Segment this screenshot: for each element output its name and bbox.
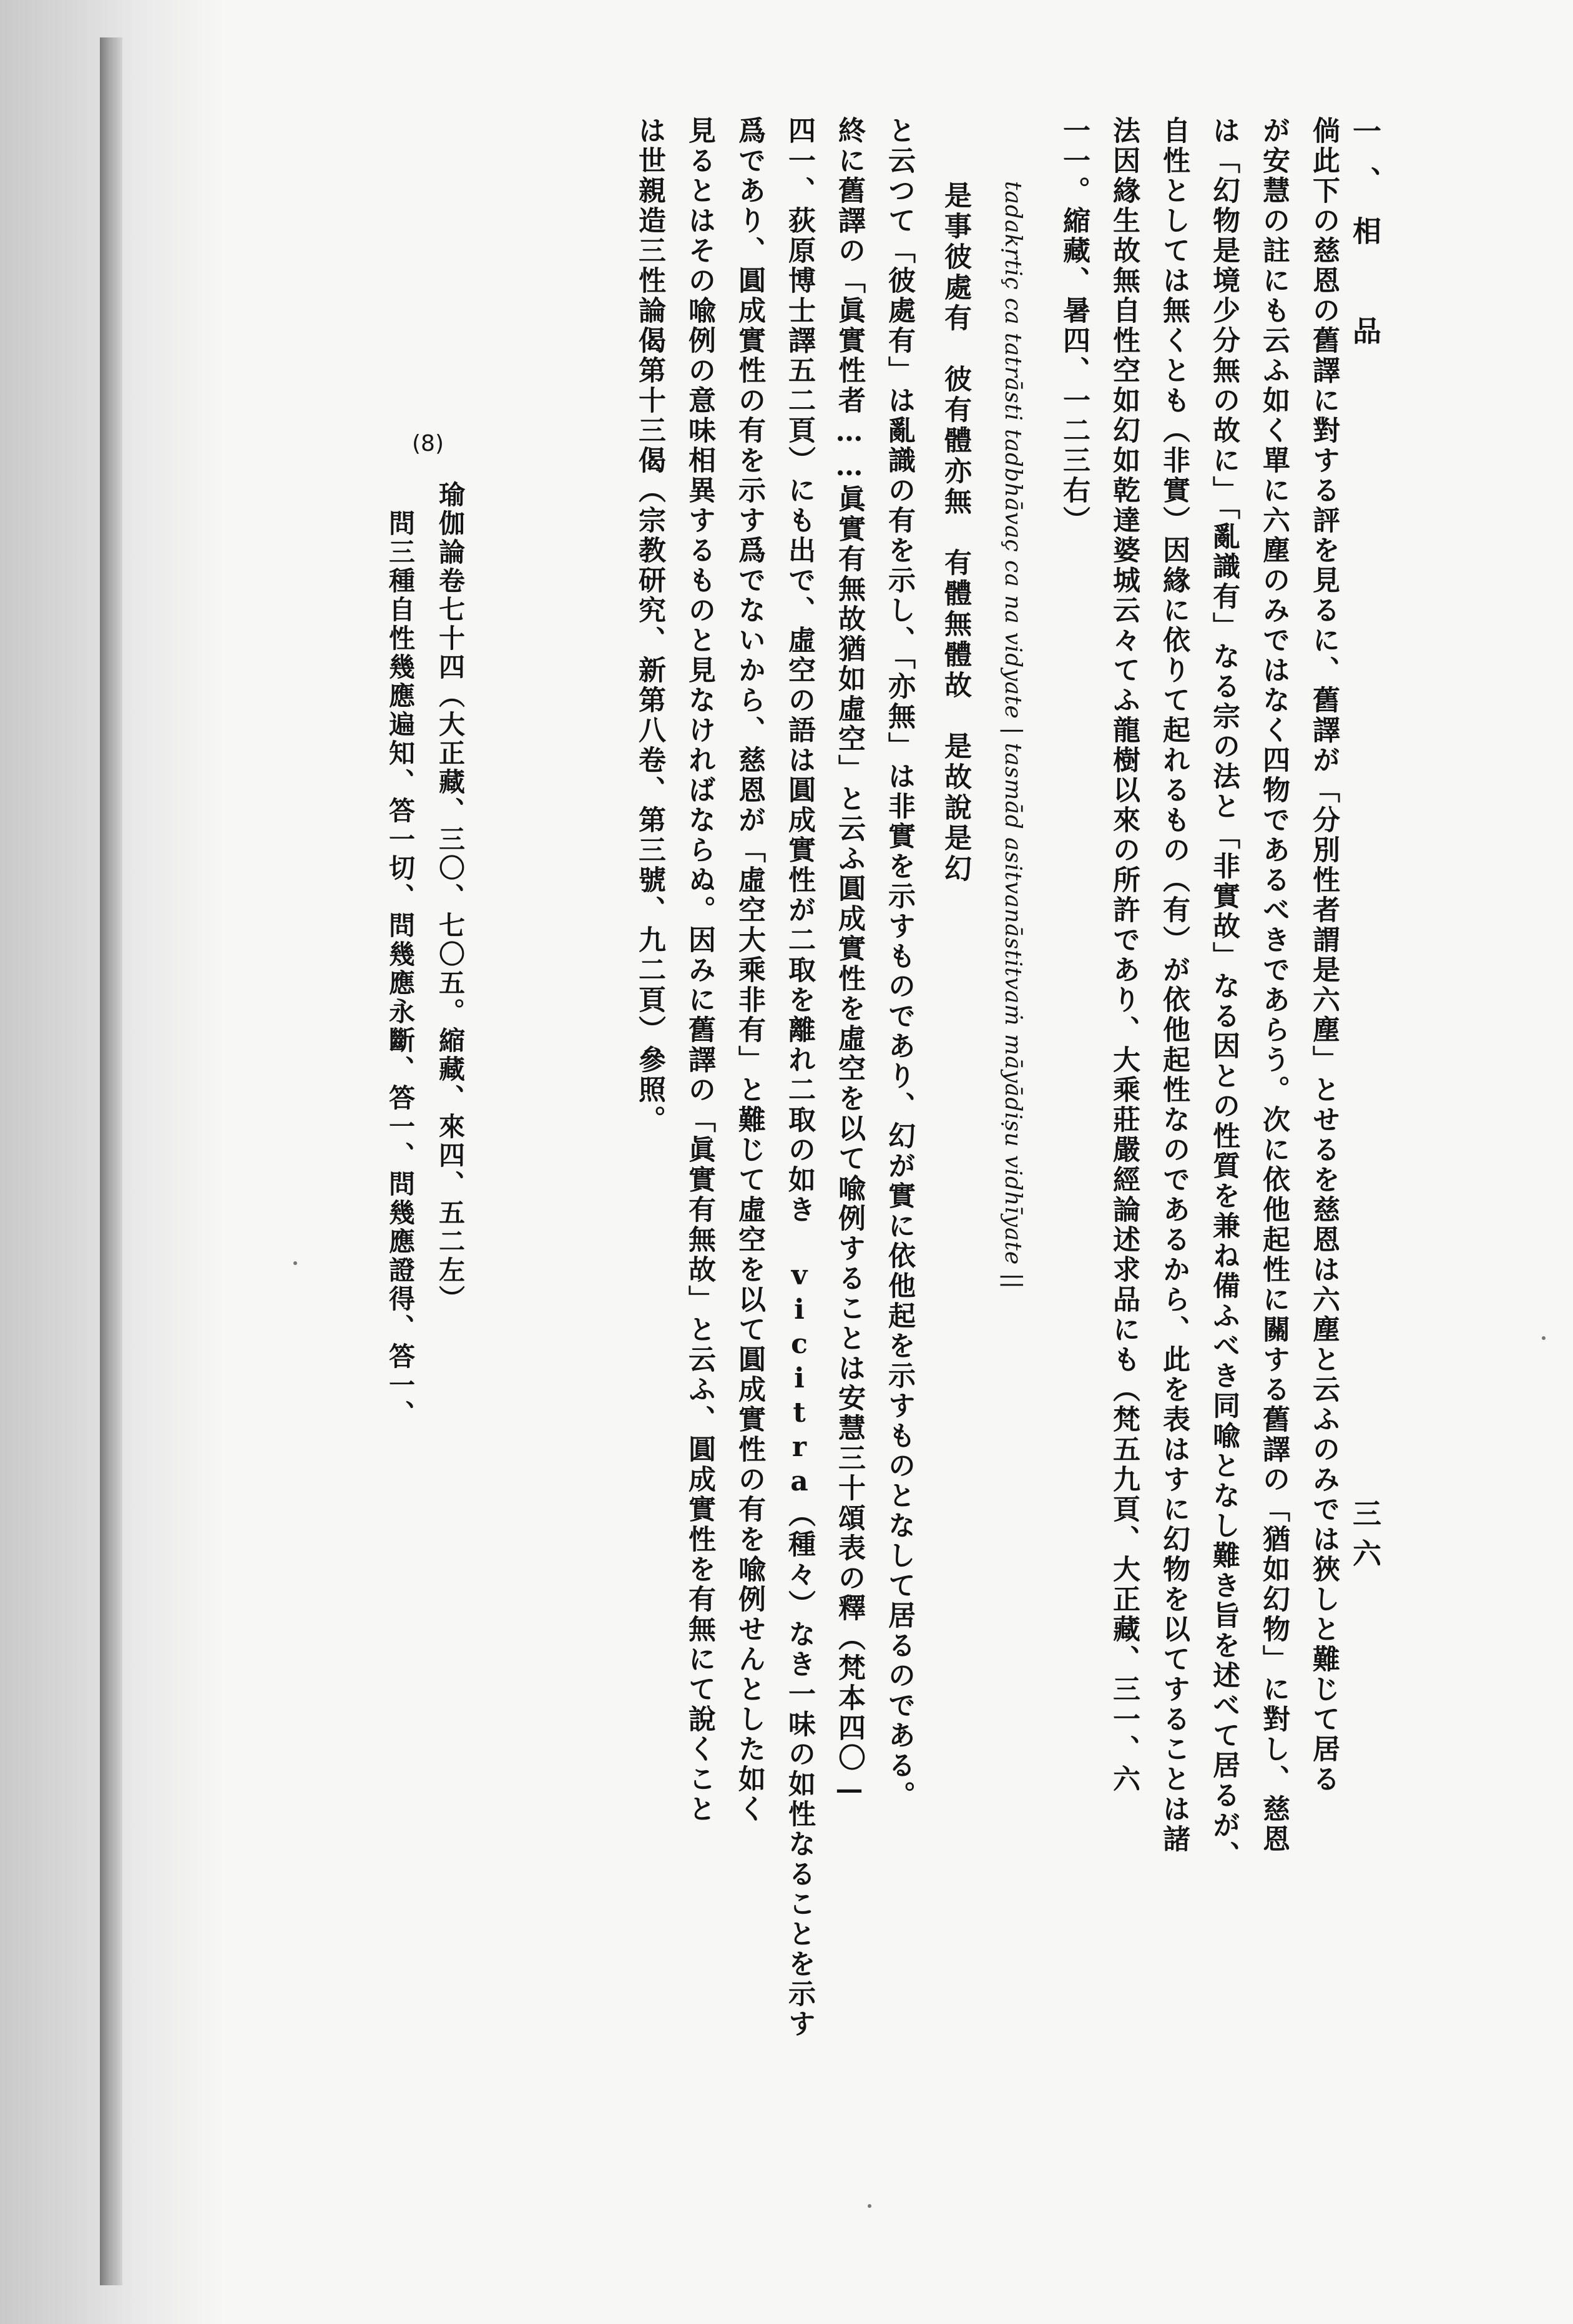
chinese-verse: 是事彼處有 彼有體亦無 有體無體故 是故說是幻 (939, 181, 971, 885)
body-line: 一一。縮藏、暑四、一二三右） (1058, 116, 1090, 536)
footnote-mark: (8) (412, 431, 444, 456)
body-line: 自性としては無くとも（非實）因緣に依りて起れるもの（有）が依他起性なのであるから、此を表はすに幻物を以てすることは諸 (1158, 116, 1190, 1854)
body-line: 終に舊譯の「眞實性者……眞實有無故猶如虛空」と云ふ圓成實性を虛空を以て喩例することは安慧三十頌表の釋（梵本四〇— (833, 116, 865, 1808)
scan-speck (868, 2204, 871, 2208)
footnote-line: 問三種自性幾應遍知、答一切、問幾應永斷、答一、問幾應證得、答一、 (385, 481, 416, 1429)
body-line: が安慧の註にも云ふ如く單に六塵のみではなく四物であるべきであらう。次に依他起性に關する舊譯の「猶如幻物」に對し、慈恩 (1258, 116, 1290, 1854)
sanskrit-verse: tadakṛtiç ca tatrāsti tadbhāvaç ca na vidyate | tasmād asitvanāstitvaṁ māyādiṣu vidhīyate || (1000, 181, 1026, 1289)
page-number: 三六 (1348, 1499, 1382, 1578)
footnote-line: 瑜伽論卷七十四（大正藏、三〇、七〇五。縮藏、來四、五二左） (435, 481, 466, 1314)
scan-speck (293, 1261, 297, 1265)
chapter-header: 一、相 品 (1348, 116, 1382, 366)
body-line: は「幻物是境少分無の故に」「亂識有」なる宗の法と「非實故」なる因との性質を兼ね備ふべき同喩となし難き旨を述べて居るが、 (1208, 116, 1240, 1871)
body-line: 爲であり、圓成實性の有を示す爲でないから、慈恩が「虛空大乘非有」と難じて虛空を以て圓成實性の有を喩例せんとした如く (733, 116, 765, 1824)
body-line: は世親造三性論偈第十三偈（宗教研究、新第八卷、第三號、九二頁）參照。 (634, 116, 665, 1135)
body-line: と云つて「彼處有」は亂識の有を示し、「亦無」は非實を示すものであり、幻が實に依他起を示すものとなして居るのである。 (883, 116, 915, 1811)
scan-binding-edge (100, 37, 122, 2285)
body-line: 倘此下の慈恩の舊譯に對する評を見るに、舊譯が「分別性者謂是六塵」とせるを慈恩は六塵と云ふのみでは狹しと難じて居る (1308, 116, 1340, 1795)
body-line: 見るとはその喩例の意味相異するものと見なければならぬ。因みに舊譯の「眞實有無故」と云ふ、圓成實性を有無にて說くこと (684, 116, 715, 1824)
body-line: 四一、荻原博士譯五二頁）にも出で、虛空の語は圓成實性が二取を離れ二取の如き vicitra（種々）なき一味の如性なることを示す (783, 116, 815, 2039)
scan-speck (1542, 1336, 1546, 1340)
body-line: 法因緣生故無自性空如幻如乾達婆城云々てふ龍樹以來の所許であり、大乘莊嚴經論述求品にも（梵五九頁、大正藏、三一、六 (1108, 116, 1140, 1795)
